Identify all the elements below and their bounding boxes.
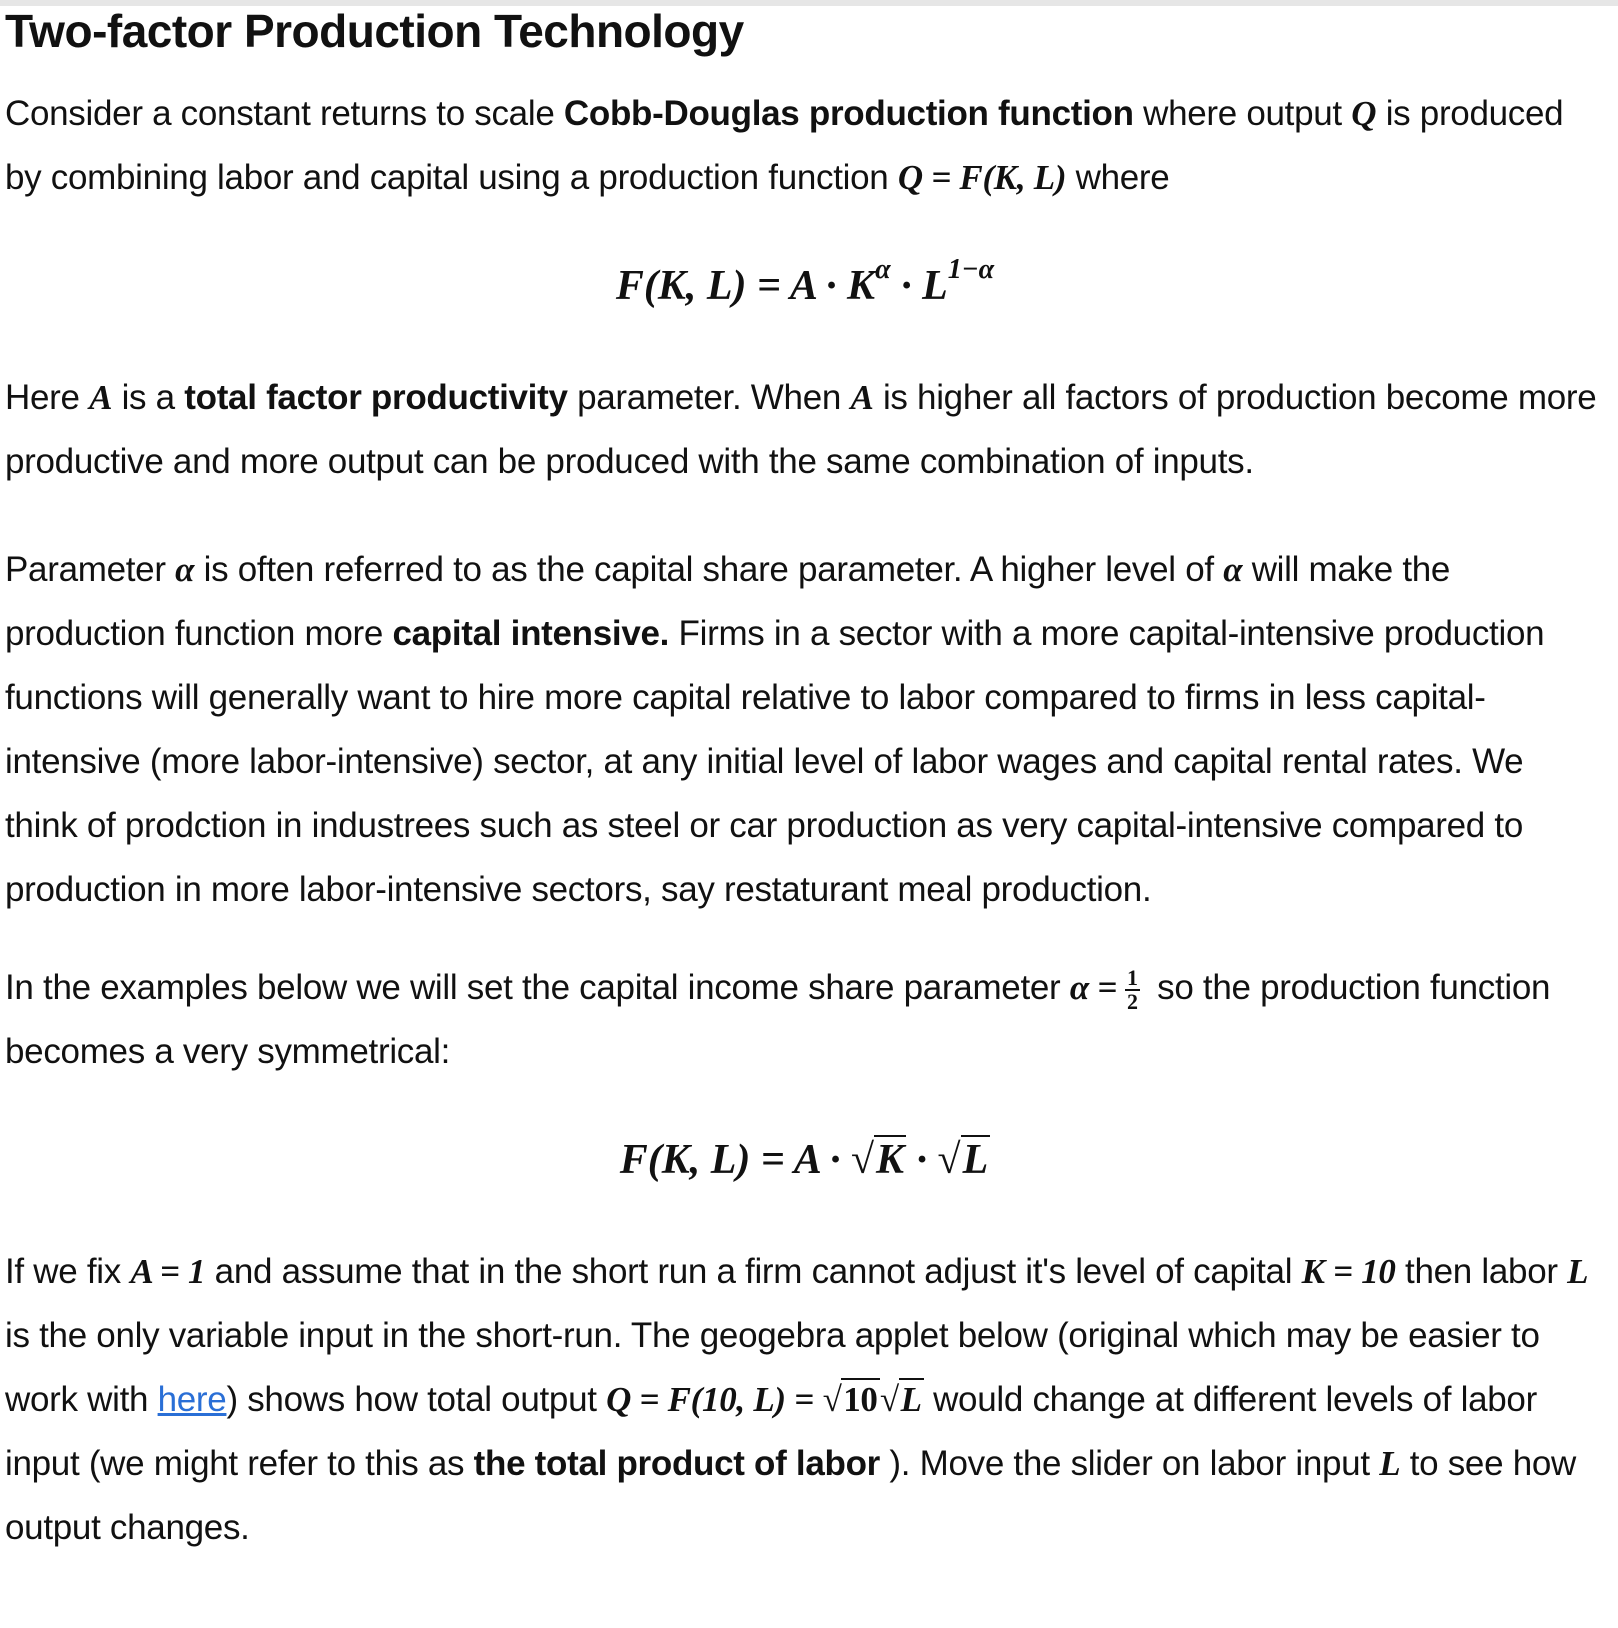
text: where output [1133,94,1352,133]
text: and assume that in the short run a firm cannot adjust it's level of capital [205,1252,1302,1291]
radicand: 10 [843,1380,878,1419]
text: then labor [1395,1252,1568,1291]
text: ). Move the slider on labor input [879,1444,1380,1483]
eq-part: F(K, L) = A · [619,1137,851,1183]
math-var: L [1567,1252,1589,1291]
math-var: A [89,378,113,417]
radicand: L [962,1137,989,1183]
math-var: α [175,550,195,589]
geogebra-link[interactable]: here [157,1380,227,1419]
page-title: Two-factor Production Technology [5,5,744,57]
text: so the production function becomes a very symmetrical: [5,968,1551,1071]
math-inline: Q = F(K, L) [897,158,1067,197]
bold-term: total factor productivity [184,378,568,417]
text: is higher all factors of production become more productive and more output can be produced with the same combination of inputs. [5,378,1597,481]
equation-cobb-douglas [5,256,1605,316]
math-var: Q [1351,94,1377,133]
text: would change at different levels of labor input (we might refer to this as [5,1380,1537,1483]
eq-sup: α [875,254,891,285]
text: ) shows how total output [226,1380,607,1419]
text: If we fix [5,1252,131,1291]
bold-term: the total product of labor [473,1444,880,1483]
text: Consider a constant returns to scale [5,94,564,133]
text: Firms in a sector with a more capital-intensive production functions will generally want to hire more capital relative to labor compared to firms in less capital-intensive (more labor-intensive) sector, at any initial level of labor wages and capital rental rates. We think of prodction in industrees such as steel or car production as very capital-intensive compared to production in more labor-intensive sectors, say restaturant meal production. [5,614,1545,909]
paragraph-alpha [5,538,1605,922]
paragraph-tfp [5,366,1605,494]
frac-denominator: 2 [1127,988,1138,1014]
paragraph-short-run [5,1240,1605,1560]
sqrt-l-inline: √L [879,1380,922,1419]
eq-sup: 1−α [947,254,995,285]
sqrt-10: √10 [822,1380,878,1419]
math-inline: α = [1069,968,1118,1007]
paragraph-symmetric [5,956,1605,1084]
text: Parameter [5,550,176,589]
paragraph-intro [5,82,1605,210]
text: Here [5,378,90,417]
math-var: L [1379,1444,1401,1483]
text: parameter. When [567,378,851,417]
text: is a [112,378,185,417]
fraction-one-half [1125,964,1140,1014]
bold-term: capital intensive. [392,614,670,653]
math-var: α [1223,550,1243,589]
equation-sqrt [5,1130,1605,1190]
math-inline: Q = F(10, L) = [606,1380,823,1419]
math-var: A [850,378,874,417]
frac-numerator: 1 [1127,964,1138,990]
radicand: L [900,1380,922,1419]
text: is produced by combining labor and capital using a production function [5,94,1564,197]
math-inline: A = 1 [130,1252,206,1291]
radicand: K [876,1137,905,1183]
eq-part: · L [890,263,948,309]
text: In the examples below we will set the capital income share parameter [5,968,1070,1007]
text: is often referred to as the capital share parameter. A higher level of [194,550,1224,589]
text: where [1066,158,1170,197]
eq-part: F(K, L) = A · K [615,263,876,309]
text: is the only variable input in the short-run. The geogebra applet below (original which may be easier to work with [5,1316,1540,1419]
eq-part: · [906,1137,938,1183]
sqrt-k: √K [850,1137,905,1183]
bold-term: Cobb-Douglas production function [563,94,1134,133]
math-inline: K = 10 [1301,1252,1396,1291]
text: to see how output changes. [5,1444,1576,1547]
sqrt-l: √L [937,1137,989,1183]
text: will make the production function more [5,550,1451,653]
